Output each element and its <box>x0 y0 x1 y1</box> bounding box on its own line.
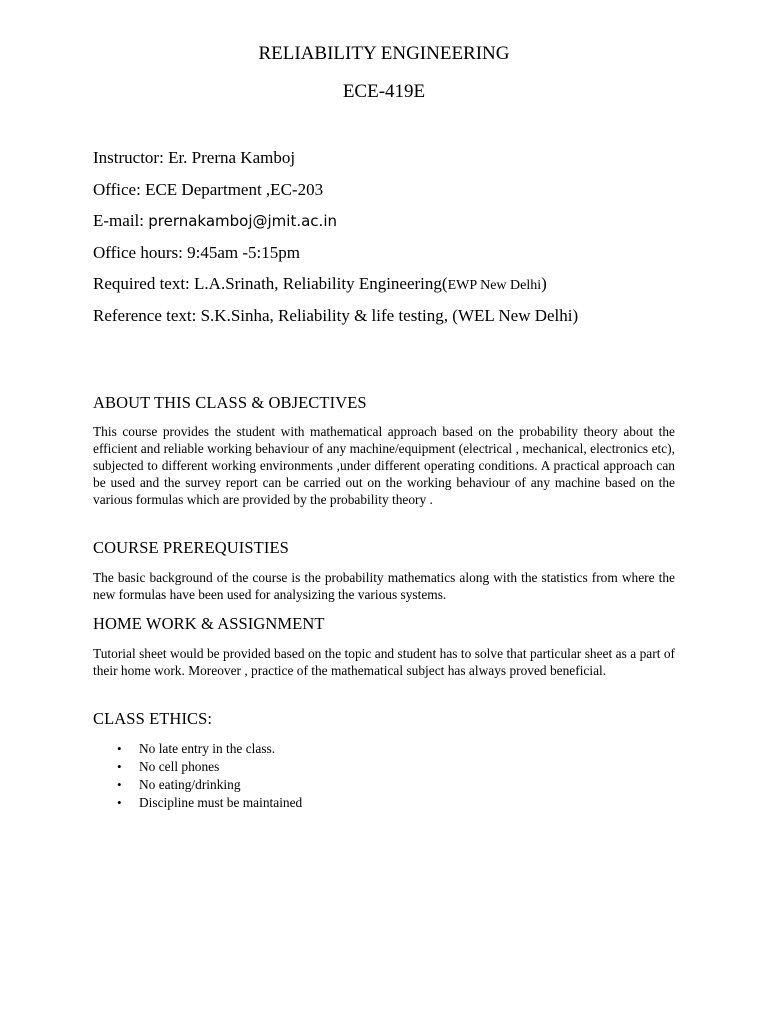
email-address: prernakamboj@jmit.ac.in <box>148 212 337 230</box>
bullet-icon: • <box>117 741 122 756</box>
list-item-text: No late entry in the class. <box>139 741 276 756</box>
list-item <box>93 776 302 794</box>
office-line: Office: ECE Department ,EC-203 <box>93 180 324 199</box>
list-item-text: No eating/drinking <box>139 777 241 792</box>
list-item-text: Discipline must be maintained <box>139 795 303 810</box>
homework-heading: HOME WORK & ASSIGNMENT <box>93 614 325 633</box>
prerequisites-heading: COURSE PREREQUISTIES <box>93 538 289 557</box>
office-hours-line: Office hours: 9:45am -5:15pm <box>93 243 300 262</box>
bullet-icon: • <box>117 795 122 810</box>
list-item <box>93 758 302 776</box>
document-title: RELIABILITY ENGINEERING <box>258 43 510 64</box>
list-item <box>93 740 302 758</box>
bullet-icon: • <box>117 759 122 774</box>
required-text-publisher: EWP New Delhi <box>447 278 542 293</box>
ethics-list <box>93 740 302 812</box>
instructor-line: Instructor: Er. Prerna Kamboj <box>93 148 296 167</box>
list-item-text: No cell phones <box>139 759 220 774</box>
about-paragraph: This course provides the student with mathematical approach based on the probability theory about the efficient and reliable working behaviour of any machine/equipment (electrical , mechanical, electronics etc), subjected to different working environments ,under different operating conditions. A practical approach can be used and the survey report can be carried out on the working behaviour of any machine based on the various formulas which are provided by the probability theory . <box>93 424 675 507</box>
homework-paragraph: Tutorial sheet would be provided based on the topic and student has to solve that particular sheet as a part of their home work. Moreover , practice of the mathematical subject has always proved beneficial. <box>93 646 675 678</box>
prerequisites-paragraph: The basic background of the course is the probability mathematics along with the statistics from where the new formulas have been used for analysizing the various systems. <box>93 570 675 602</box>
required-text-main: Required text: L.A.Srinath, Reliability Engineering( <box>93 274 448 293</box>
required-text-close: ) <box>541 274 547 293</box>
email-line <box>93 211 337 231</box>
required-text-line <box>93 274 547 294</box>
reference-text-line: Reference text: S.K.Sinha, Reliability & life testing, (WEL New Delhi) <box>93 306 579 325</box>
course-code: ECE-419E <box>342 81 426 102</box>
list-item <box>93 794 302 812</box>
email-label: E-mail: <box>93 211 149 230</box>
ethics-heading: CLASS ETHICS: <box>93 709 213 728</box>
bullet-icon: • <box>117 777 122 792</box>
about-heading: ABOUT THIS CLASS & OBJECTIVES <box>93 393 367 412</box>
